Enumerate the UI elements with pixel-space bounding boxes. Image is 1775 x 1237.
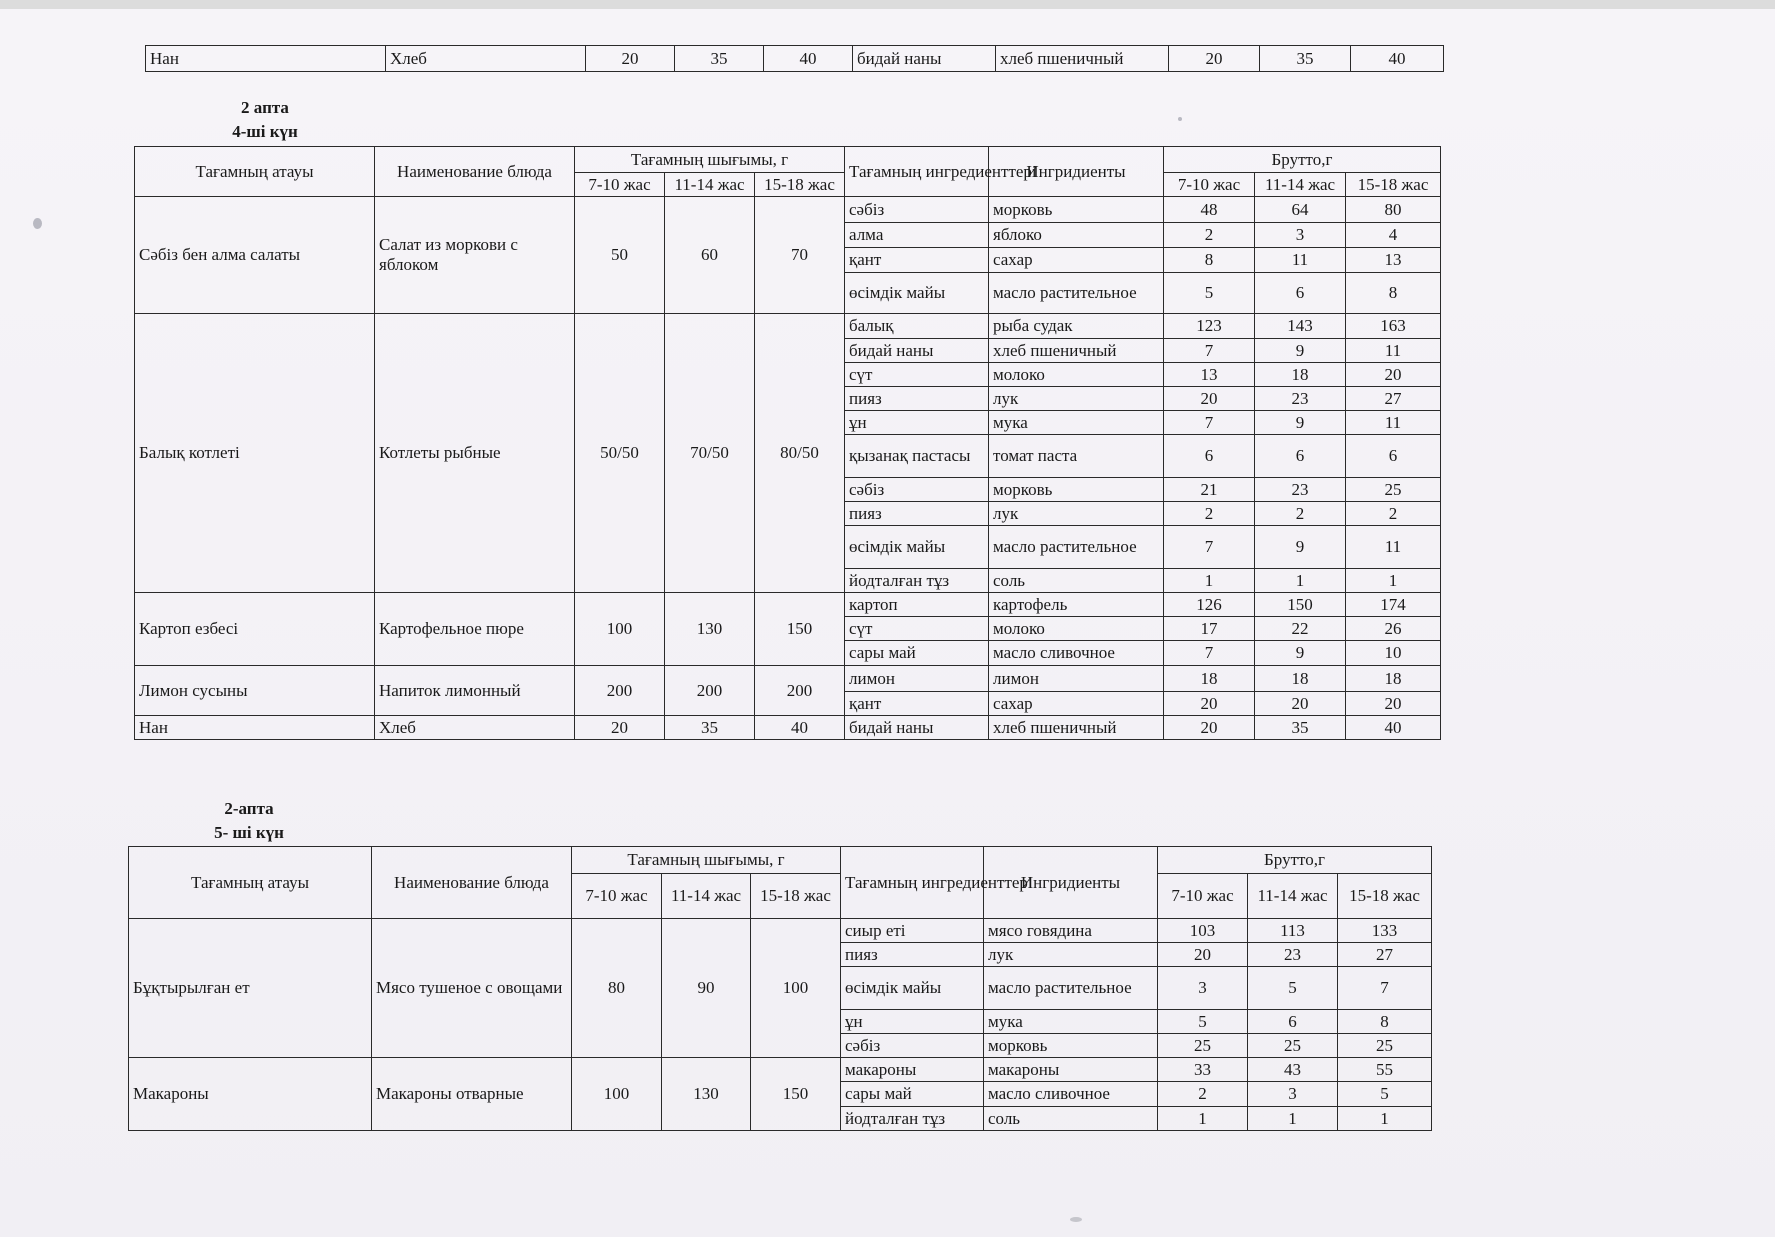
- brutto-15-18: 27: [1346, 387, 1441, 411]
- output-7-10: 80: [572, 919, 662, 1058]
- ingredient-kaz: ұн: [841, 1010, 984, 1034]
- brutto-11-14: 23: [1255, 387, 1346, 411]
- brutto-7-10: 25: [1158, 1034, 1248, 1058]
- brutto-11-14: 23: [1255, 478, 1346, 502]
- output-15-18: 80/50: [755, 314, 845, 593]
- brutto-11-14: 9: [1255, 339, 1346, 363]
- ingredient-kaz: өсімдік майы: [841, 967, 984, 1010]
- header-ingredients-ru: Ингридиенты: [984, 847, 1158, 919]
- brutto-15-18: 10: [1346, 641, 1441, 666]
- table-row: [135, 666, 1441, 692]
- brutto-15-18: 1: [1338, 1107, 1432, 1131]
- dish-name-kaz: Балық котлеті: [135, 314, 375, 593]
- brutto-11-14: 113: [1248, 919, 1338, 943]
- brutto-7-10: 7: [1164, 339, 1255, 363]
- output-11-14: 90: [662, 919, 751, 1058]
- brutto-7-10: 103: [1158, 919, 1248, 943]
- ingredient-kaz: балық: [845, 314, 989, 339]
- brutto-11-14: 43: [1248, 1058, 1338, 1082]
- brutto-15-18: 7: [1338, 967, 1432, 1010]
- output-15-18: 40: [764, 46, 853, 72]
- table-header-row: [135, 147, 1441, 173]
- ingredient-ru: рыба судак: [989, 314, 1164, 339]
- brutto-11-14: 3: [1255, 223, 1346, 248]
- brutto-7-10: 6: [1164, 435, 1255, 478]
- scan-speck: [1178, 117, 1182, 121]
- brutto-11-14: 1: [1255, 569, 1346, 593]
- output-15-18: 200: [755, 666, 845, 716]
- header-age-11-14: 11-14 жас: [1255, 173, 1346, 197]
- output-15-18: 150: [755, 593, 845, 666]
- brutto-7-10: 7: [1164, 526, 1255, 569]
- brutto-11-14: 25: [1248, 1034, 1338, 1058]
- header-age-7-10: 7-10 жас: [1164, 173, 1255, 197]
- ingredient-kaz: сиыр еті: [841, 919, 984, 943]
- dish-name-kaz: Нан: [135, 716, 375, 740]
- table-body: [129, 919, 1432, 1131]
- ingredient-kaz: картоп: [845, 593, 989, 617]
- brutto-15-18: 40: [1346, 716, 1441, 740]
- ingredient-kaz: сүт: [845, 363, 989, 387]
- ingredient-kaz: өсімдік майы: [845, 273, 989, 314]
- dish-name-ru: Салат из моркови с яблоком: [375, 197, 575, 314]
- ingredient-ru: морковь: [989, 197, 1164, 223]
- scan-speck: [33, 218, 42, 229]
- brutto-15-18: 18: [1346, 666, 1441, 692]
- brutto-7-10: 5: [1158, 1010, 1248, 1034]
- output-7-10: 20: [575, 716, 665, 740]
- brutto-7-10: 2: [1164, 223, 1255, 248]
- day-heading: 5- ші күн: [214, 823, 284, 842]
- header-age-15-18: 15-18 жас: [1346, 173, 1441, 197]
- header-age-7-10: 7-10 жас: [572, 874, 662, 919]
- brutto-15-18: 2: [1346, 502, 1441, 526]
- ingredient-kaz: сәбіз: [845, 478, 989, 502]
- header-age-15-18: 15-18 жас: [1338, 874, 1432, 919]
- ingredient-kaz: пияз: [845, 502, 989, 526]
- ingredient-ru: морковь: [984, 1034, 1158, 1058]
- brutto-11-14: 150: [1255, 593, 1346, 617]
- output-11-14: 35: [665, 716, 755, 740]
- table-header-row: [129, 847, 1432, 874]
- header-dish-ru: Наименование блюда: [372, 847, 572, 919]
- ingredient-kaz: алма: [845, 223, 989, 248]
- ingredient-ru: масло растительное: [989, 526, 1164, 569]
- ingredient-ru: соль: [984, 1107, 1158, 1131]
- dish-name-ru: Картофельное пюре: [375, 593, 575, 666]
- ingredient-kaz: лимон: [845, 666, 989, 692]
- brutto-15-18: 80: [1346, 197, 1441, 223]
- brutto-11-14: 9: [1255, 641, 1346, 666]
- brutto-7-10: 7: [1164, 641, 1255, 666]
- table-row: [146, 46, 1444, 72]
- header-dish-ru: Наименование блюда: [375, 147, 575, 197]
- header-age-7-10: 7-10 жас: [575, 173, 665, 197]
- dish-name-ru: Макароны отварные: [372, 1058, 572, 1131]
- top-bread-row-table: [145, 45, 1444, 72]
- brutto-7-10: 123: [1164, 314, 1255, 339]
- ingredient-kaz: өсімдік майы: [845, 526, 989, 569]
- ingredient-ru: хлеб пшеничный: [996, 46, 1169, 72]
- week-heading: 2 апта: [241, 98, 289, 117]
- ingredient-ru: хлеб пшеничный: [989, 339, 1164, 363]
- ingredient-ru: масло сливочное: [984, 1082, 1158, 1107]
- table-row: [135, 716, 1441, 740]
- header-brutto: Брутто,г: [1158, 847, 1432, 874]
- brutto-7-10: 21: [1164, 478, 1255, 502]
- table-row: [135, 593, 1441, 617]
- table-row: [135, 197, 1441, 223]
- brutto-11-14: 1: [1248, 1107, 1338, 1131]
- brutto-11-14: 11: [1255, 248, 1346, 273]
- ingredient-kaz: пияз: [841, 943, 984, 967]
- output-7-10: 50/50: [575, 314, 665, 593]
- brutto-15-18: 163: [1346, 314, 1441, 339]
- ingredient-ru: соль: [989, 569, 1164, 593]
- brutto-7-10: 20: [1164, 692, 1255, 716]
- dish-name-kaz: Сәбіз бен алма салаты: [135, 197, 375, 314]
- header-age-11-14: 11-14 жас: [662, 874, 751, 919]
- ingredient-kaz: бидай наны: [845, 339, 989, 363]
- output-7-10: 100: [575, 593, 665, 666]
- week-heading: 2-апта: [224, 799, 274, 818]
- brutto-15-18: 174: [1346, 593, 1441, 617]
- output-15-18: 100: [751, 919, 841, 1058]
- table-row: [129, 919, 1432, 943]
- dish-name-kaz: Макароны: [129, 1058, 372, 1131]
- ingredient-kaz: йодталған тұз: [841, 1107, 984, 1131]
- brutto-15-18: 27: [1338, 943, 1432, 967]
- brutto-15-18: 25: [1338, 1034, 1432, 1058]
- brutto-7-10: 5: [1164, 273, 1255, 314]
- ingredient-ru: лук: [984, 943, 1158, 967]
- ingredient-ru: масло сливочное: [989, 641, 1164, 666]
- brutto-15-18: 40: [1351, 46, 1444, 72]
- brutto-15-18: 25: [1346, 478, 1441, 502]
- table-row: [135, 314, 1441, 339]
- brutto-11-14: 3: [1248, 1082, 1338, 1107]
- output-7-10: 100: [572, 1058, 662, 1131]
- ingredient-kaz: сүт: [845, 617, 989, 641]
- brutto-7-10: 20: [1158, 943, 1248, 967]
- brutto-7-10: 8: [1164, 248, 1255, 273]
- brutto-7-10: 126: [1164, 593, 1255, 617]
- brutto-15-18: 8: [1346, 273, 1441, 314]
- header-output: Тағамның шығымы, г: [572, 847, 841, 874]
- brutto-15-18: 11: [1346, 526, 1441, 569]
- ingredient-ru: лук: [989, 387, 1164, 411]
- brutto-15-18: 11: [1346, 411, 1441, 435]
- brutto-7-10: 2: [1158, 1082, 1248, 1107]
- header-age-11-14: 11-14 жас: [665, 173, 755, 197]
- ingredient-kaz: қант: [845, 248, 989, 273]
- brutto-11-14: 20: [1255, 692, 1346, 716]
- brutto-11-14: 35: [1260, 46, 1351, 72]
- ingredient-ru: яблоко: [989, 223, 1164, 248]
- ingredient-ru: морковь: [989, 478, 1164, 502]
- brutto-7-10: 17: [1164, 617, 1255, 641]
- brutto-11-14: 9: [1255, 526, 1346, 569]
- scan-top-edge: [0, 0, 1775, 9]
- table-body: [135, 197, 1441, 740]
- ingredient-ru: мука: [989, 411, 1164, 435]
- ingredient-ru: мясо говядина: [984, 919, 1158, 943]
- menu-table-day4: [134, 146, 1441, 740]
- header-ingredients-kaz: Тағамның ингредиенттері: [841, 847, 984, 919]
- header-output: Тағамның шығымы, г: [575, 147, 845, 173]
- dish-name-kaz: Лимон сусыны: [135, 666, 375, 716]
- ingredient-ru: макароны: [984, 1058, 1158, 1082]
- ingredient-ru: томат паста: [989, 435, 1164, 478]
- ingredient-ru: сахар: [989, 248, 1164, 273]
- brutto-7-10: 2: [1164, 502, 1255, 526]
- brutto-7-10: 33: [1158, 1058, 1248, 1082]
- header-age-7-10: 7-10 жас: [1158, 874, 1248, 919]
- ingredient-kaz: пияз: [845, 387, 989, 411]
- header-age-11-14: 11-14 жас: [1248, 874, 1338, 919]
- ingredient-kaz: сары май: [845, 641, 989, 666]
- header-dish-kaz: Тағамның атауы: [135, 147, 375, 197]
- header-age-15-18: 15-18 жас: [751, 874, 841, 919]
- output-11-14: 200: [665, 666, 755, 716]
- brutto-15-18: 5: [1338, 1082, 1432, 1107]
- ingredient-ru: хлеб пшеничный: [989, 716, 1164, 740]
- brutto-15-18: 4: [1346, 223, 1441, 248]
- brutto-11-14: 64: [1255, 197, 1346, 223]
- brutto-11-14: 23: [1248, 943, 1338, 967]
- brutto-15-18: 13: [1346, 248, 1441, 273]
- brutto-11-14: 9: [1255, 411, 1346, 435]
- output-11-14: 130: [665, 593, 755, 666]
- ingredient-kaz: бидай наны: [853, 46, 996, 72]
- ingredient-kaz: қант: [845, 692, 989, 716]
- brutto-15-18: 6: [1346, 435, 1441, 478]
- brutto-7-10: 20: [1169, 46, 1260, 72]
- brutto-7-10: 18: [1164, 666, 1255, 692]
- menu-table-day5: [128, 846, 1432, 1131]
- header-ingredients-kaz: Тағамның ингредиенттері: [845, 147, 989, 197]
- ingredient-ru: молоко: [989, 617, 1164, 641]
- ingredient-kaz: бидай наны: [845, 716, 989, 740]
- ingredient-kaz: сары май: [841, 1082, 984, 1107]
- table-row: [129, 1058, 1432, 1082]
- brutto-15-18: 8: [1338, 1010, 1432, 1034]
- brutto-15-18: 26: [1346, 617, 1441, 641]
- output-11-14: 60: [665, 197, 755, 314]
- ingredient-kaz: сәбіз: [841, 1034, 984, 1058]
- brutto-11-14: 22: [1255, 617, 1346, 641]
- brutto-11-14: 6: [1248, 1010, 1338, 1034]
- brutto-15-18: 1: [1346, 569, 1441, 593]
- brutto-11-14: 6: [1255, 435, 1346, 478]
- dish-name-ru: Котлеты рыбные: [375, 314, 575, 593]
- dish-name-ru: Напиток лимонный: [375, 666, 575, 716]
- brutto-11-14: 5: [1248, 967, 1338, 1010]
- dish-name-ru: Хлеб: [375, 716, 575, 740]
- dish-name-kaz: Картоп езбесі: [135, 593, 375, 666]
- brutto-11-14: 35: [1255, 716, 1346, 740]
- header-dish-kaz: Тағамның атауы: [129, 847, 372, 919]
- ingredient-kaz: йодталған тұз: [845, 569, 989, 593]
- dish-name-kaz: Бұқтырылған ет: [129, 919, 372, 1058]
- output-7-10: 200: [575, 666, 665, 716]
- brutto-15-18: 133: [1338, 919, 1432, 943]
- output-11-14: 130: [662, 1058, 751, 1131]
- ingredient-ru: лук: [989, 502, 1164, 526]
- brutto-11-14: 2: [1255, 502, 1346, 526]
- ingredient-ru: лимон: [989, 666, 1164, 692]
- ingredient-ru: картофель: [989, 593, 1164, 617]
- dish-name-ru: Мясо тушеное с овощами: [372, 919, 572, 1058]
- brutto-11-14: 18: [1255, 666, 1346, 692]
- brutto-11-14: 6: [1255, 273, 1346, 314]
- brutto-7-10: 1: [1164, 569, 1255, 593]
- output-15-18: 150: [751, 1058, 841, 1131]
- brutto-7-10: 7: [1164, 411, 1255, 435]
- scan-speck: [1070, 1217, 1082, 1222]
- ingredient-ru: масло растительное: [989, 273, 1164, 314]
- ingredient-kaz: қызанақ пастасы: [845, 435, 989, 478]
- ingredient-ru: масло растительное: [984, 967, 1158, 1010]
- ingredient-kaz: сәбіз: [845, 197, 989, 223]
- brutto-15-18: 55: [1338, 1058, 1432, 1082]
- day-heading: 4-ші күн: [232, 122, 298, 141]
- ingredient-kaz: макароны: [841, 1058, 984, 1082]
- brutto-15-18: 20: [1346, 692, 1441, 716]
- output-7-10: 20: [586, 46, 675, 72]
- brutto-11-14: 143: [1255, 314, 1346, 339]
- brutto-7-10: 48: [1164, 197, 1255, 223]
- brutto-7-10: 20: [1164, 387, 1255, 411]
- brutto-11-14: 18: [1255, 363, 1346, 387]
- brutto-15-18: 11: [1346, 339, 1441, 363]
- brutto-7-10: 1: [1158, 1107, 1248, 1131]
- output-15-18: 40: [755, 716, 845, 740]
- ingredient-ru: мука: [984, 1010, 1158, 1034]
- output-11-14: 70/50: [665, 314, 755, 593]
- header-ingredients-ru: Ингридиенты: [989, 147, 1164, 197]
- brutto-15-18: 20: [1346, 363, 1441, 387]
- brutto-7-10: 13: [1164, 363, 1255, 387]
- dish-ru: Хлеб: [386, 46, 586, 72]
- ingredient-ru: молоко: [989, 363, 1164, 387]
- output-15-18: 70: [755, 197, 845, 314]
- output-11-14: 35: [675, 46, 764, 72]
- brutto-7-10: 20: [1164, 716, 1255, 740]
- brutto-7-10: 3: [1158, 967, 1248, 1010]
- ingredient-ru: сахар: [989, 692, 1164, 716]
- dish-kaz: Нан: [146, 46, 386, 72]
- header-age-15-18: 15-18 жас: [755, 173, 845, 197]
- ingredient-kaz: ұн: [845, 411, 989, 435]
- output-7-10: 50: [575, 197, 665, 314]
- header-brutto: Брутто,г: [1164, 147, 1441, 173]
